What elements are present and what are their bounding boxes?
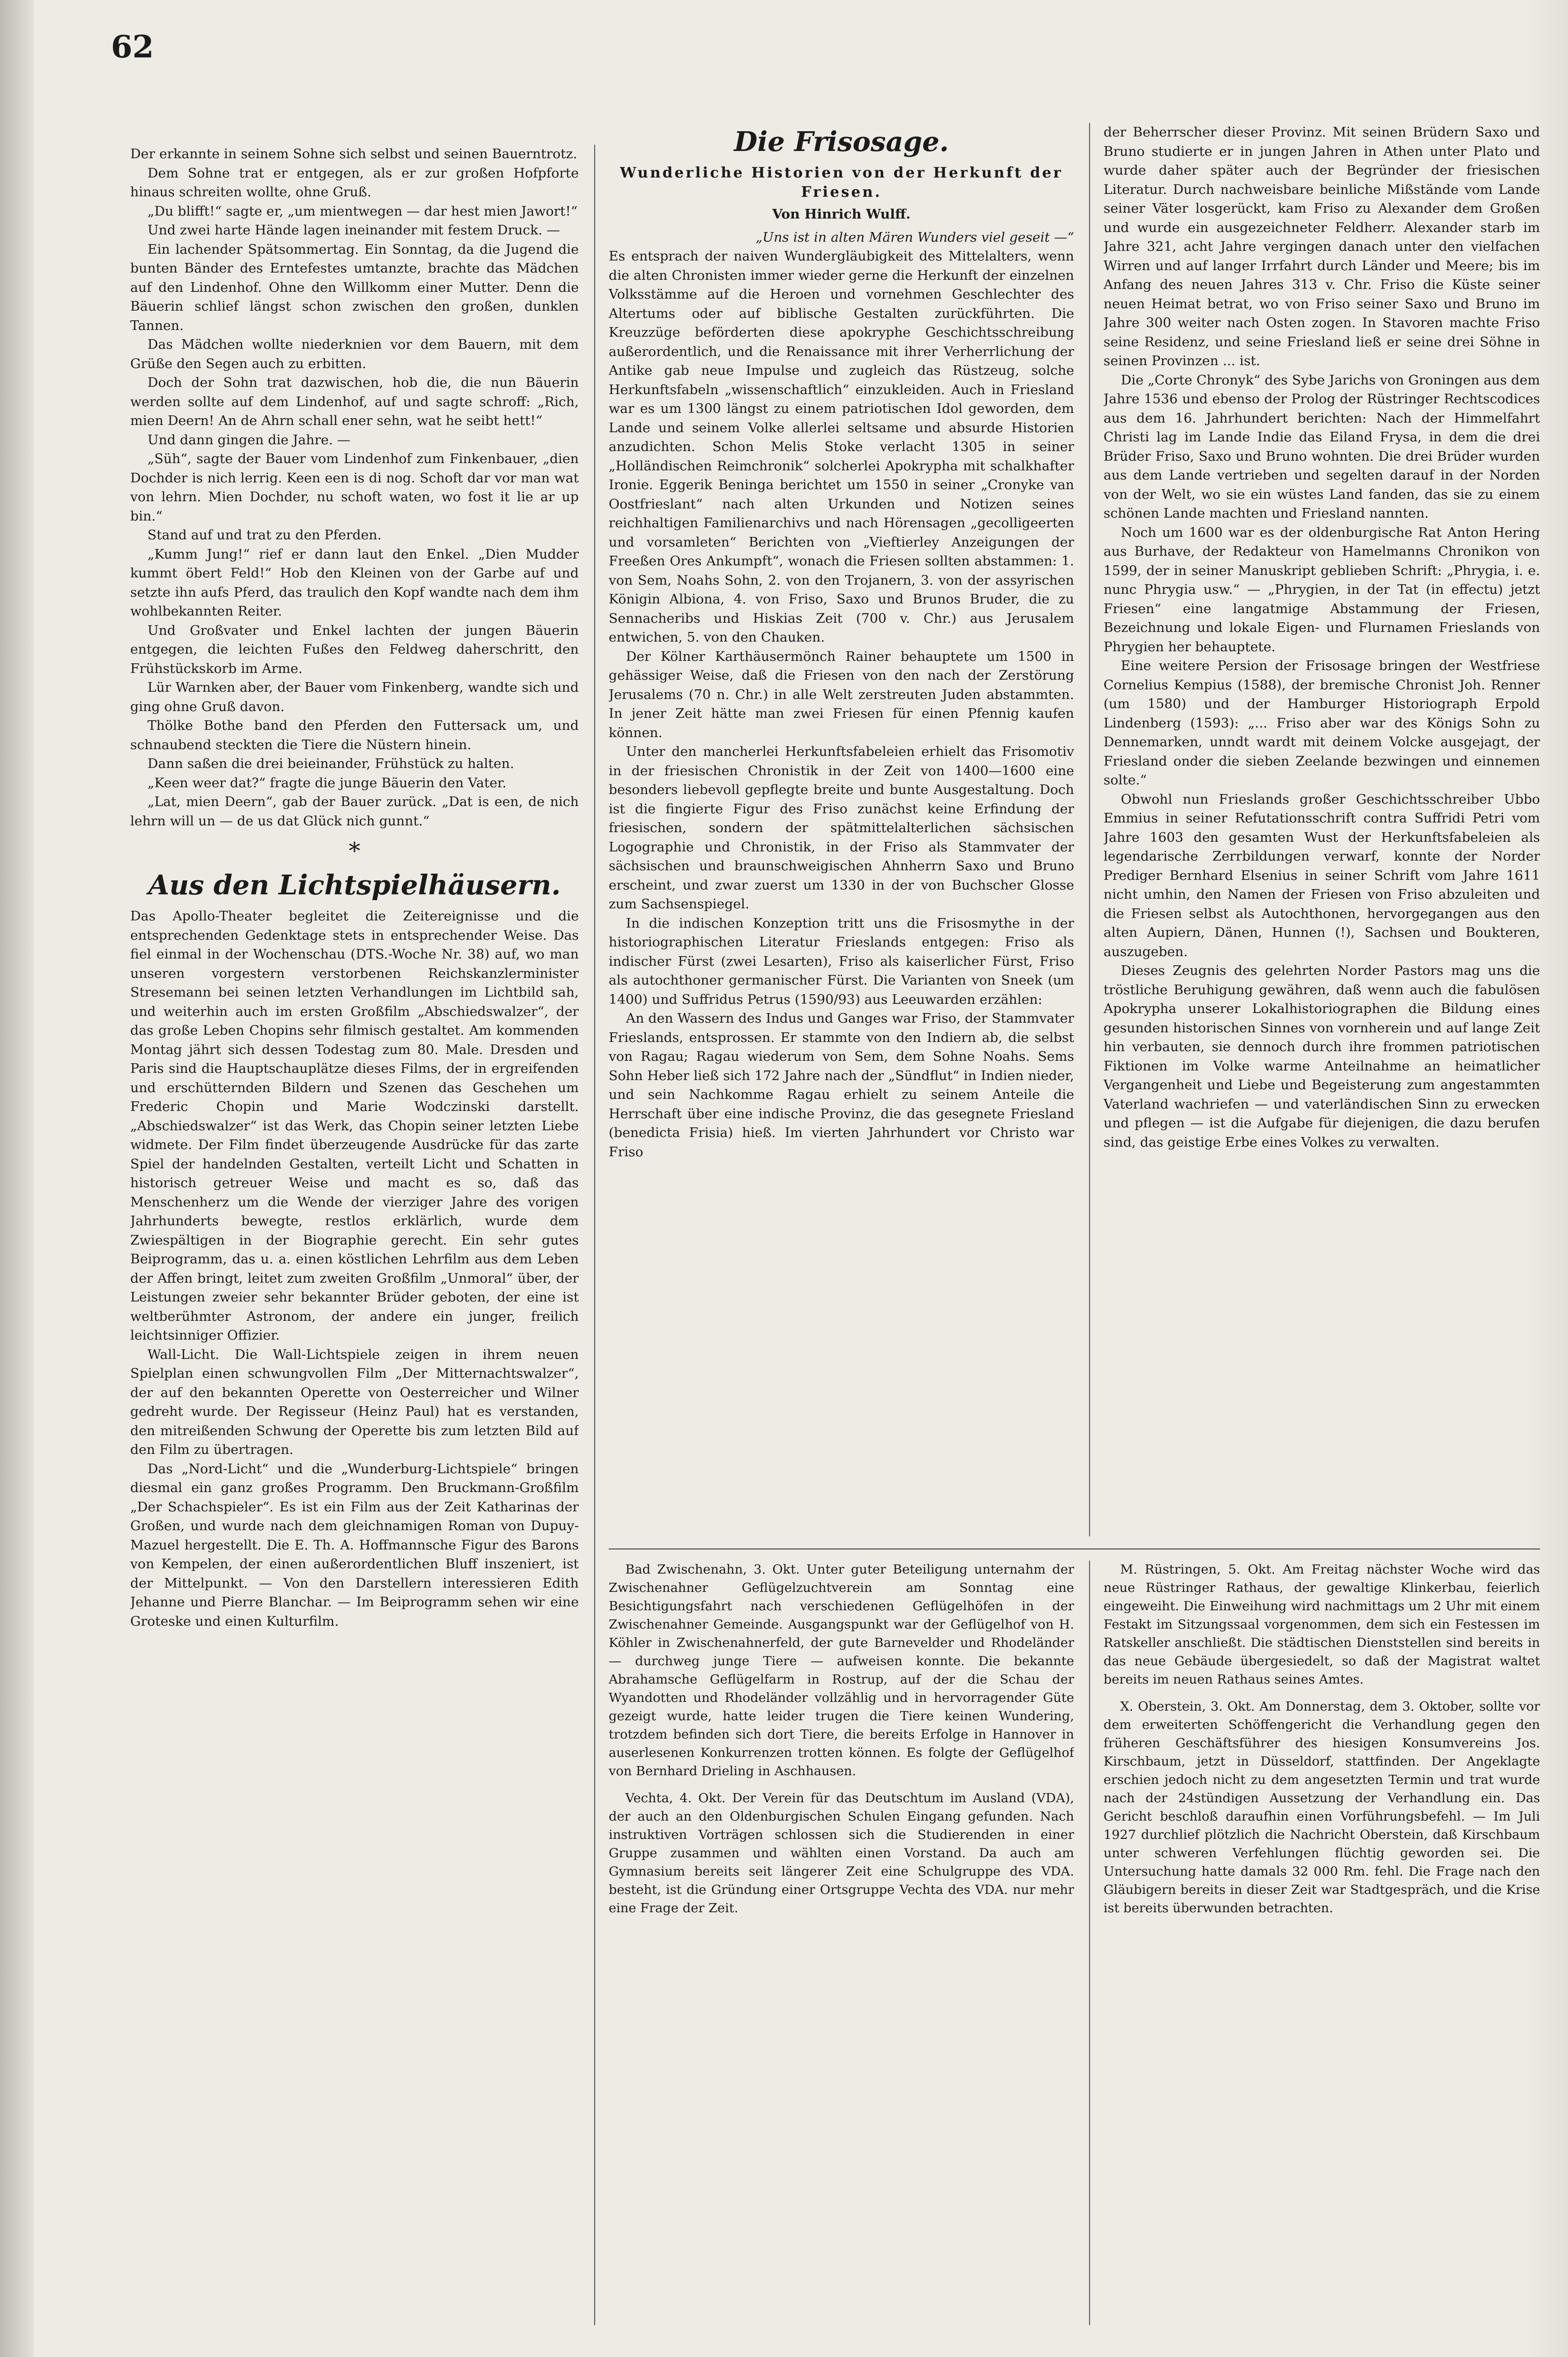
paragraph: Und Großvater und Enkel lachten der jungen Bäuerin entgegen, die leichten Fußes den Feldweg daherschritt, den Frühstückskorb im Arme.	[130, 622, 579, 676]
section-rule	[609, 1548, 1540, 1549]
local-news-right	[1104, 1561, 1540, 2325]
paragraph: Eine weitere Persion der Frisosage bringen der Westfriese Cornelius Kempius (1588), der bremische Chronist Joh. Renner (um 1580) und der Hamburger Historiograph Erpold Lindenberg (1593): „... Friso aber war des Königs Sohn zu Dennemarken, unndt wardt mit deinem Volcke ausgejagt, der Friesland onder die sieben Zeelande bezwingen und einnemen solte.“	[1104, 658, 1540, 788]
paragraph: Lür Warnken aber, der Bauer vom Finkenberg, wandte sich und ging ohne Gruß davon.	[130, 680, 579, 714]
paragraph: „Kumm Jung!“ rief er dann laut den Enkel. „Dien Mudder kummt öbert Feld!“ Hob den Kleinen von der Garbe auf und setzte ihn aufs Pferd, das traulich den Kopf wandte nach dem ihm wohlbekannten Reiter.	[130, 546, 579, 619]
column-rule	[594, 145, 595, 2325]
paragraph: In die indischen Konzeption tritt uns die Frisosmythe in der historiographischen Literatur Frieslands entgegen: Friso als indischer Fürst (zwei Lesarten), Friso als kaiserlicher Fürst, Friso als autochthoner germanischer Fürst. Die Varianten von Sneek (um 1400) und Suffridus Petrus (1590/93) aus Leeuwarden erzählen:	[609, 915, 1074, 1007]
book-binding-shadow	[0, 0, 34, 2357]
paragraph: Dieses Zeugnis des gelehrten Norder Pastors mag uns die tröstliche Beruhigung gewähren, daß wenn auch die fabulösen Apokrypha unserer Lokalhistoriographen die Bildung eines gesunden historischen Sinnes von vornherein und auf lange Zeit hin verbauten, sie dennoch durch ihre frommen patriotischen Fiktionen im Volke warme Anteilnahme an heimatlicher Vergangenheit und Liebe und Begeisterung zum angestammten Vaterland wachriefen — und vaterländischen Sinn zu erwecken und pflegen — ist die Aufgabe für diejenigen, die dazu berufen sind, das geistige Erbe eines Volkes zu verwalten.	[1104, 963, 1540, 1150]
paragraph: Das „Nord-Licht“ und die „Wunderburg-Lichtspiele“ bringen diesmal ein ganz großes Programm. Den Bruckmann-Großfilm „Der Schachspieler“. Es ist ein Film aus der Zeit Katharinas der Großen, und wurde nach dem gleichnamigen Roman von Dupuy-Mazuel hergestellt. Die E. Th. A. Hoffmannsche Figur des Barons von Kempelen, der einen außerordentlichen Bluff inszeniert, ist der Mittelpunkt. — Von den Darstellern interessieren Edith Jehanne und Pierre Blanchar. — Im Beiprogramm sehen wir eine Groteske und einen Kulturfilm.	[130, 1461, 579, 1629]
paragraph: Das Mädchen wollte niederknien vor dem Bauern, mit dem Grüße den Segen auch zu erbitten.	[130, 337, 579, 371]
paragraph: der Beherrscher dieser Provinz. Mit seinen Brüdern Saxo und Bruno studierte er in jungen Jahren in Athen unter Plato und wurde daher später auch der Begründer der friesischen Literatur. Durch nachweisbare beinliche Mißstände vom Lande seiner Väter losgerückt, kam Friso zu Alexander dem Großen und wurde ein ausgezeichneter Feldherr. Alexander starb im Jahre 321, acht Jahre vergingen danach unter den vielfachen Wirren und auf langer Irrfahrt durch Länder und Meere; bis im Anfang des neuen Jahres 313 v. Chr. Friso die Küste seiner neuen Heimat betrat, wo von Friso seiner Saxo und Bruno im Jahre 300 weiter nach Osten zogen. In Stavoren machte Friso seine Residenz, und seine Friesland ließ er seine drei Söhne in seinen Provinzen ... ist.	[1104, 124, 1540, 369]
local-news-left	[609, 1561, 1074, 2325]
article-body	[609, 247, 1074, 1162]
paragraph: Noch um 1600 war es der oldenburgische Rat Anton Hering aus Burhave, der Redakteur von Hamelmanns Chronikon von 1599, der in seiner Manuskript geblieben Schrift: „Phrygia, i. e. nunc Phrygia usw.“ — „Phrygien, in der Tat (in effectu) jetzt Friesen“ eine langatmige Abstammung der Friesen, Bezeichnung und lokale Eigen- und Flurnamen Frieslands von Phrygien her behauptete.	[1104, 524, 1540, 655]
paragraph: Unter den mancherlei Herkunftsfabeleien erhielt das Frisomotiv in der friesischen Chronistik in der Zeit von 1400—1600 eine besonders liebevoll gepflegte breite und bunte Ausgestaltung. Doch ist die fingierte Figur des Friso zunächst keine Erfindung der friesischen, sondern der spätmittelalterlichen sächsischen Logographie und Chronistik, in der Friso als Stammvater der sächsischen und braunschweigischen Ahnherrn Saxo und Bruno erscheint, und zwar zuerst um 1330 in der von Buchscher Glosse zum Sachsenspiegel.	[609, 744, 1074, 912]
paragraph: Bad Zwischenahn, 3. Okt. Unter guter Beteiligung unternahm der Zwischenahner Geflügelzuchtverein am Sonntag eine Besichtigungsfahrt nach verschiedenen Geflügelhöfen in der Zwischenahner Gemeinde. Ausgangspunkt war der Geflügelhof von H. Köhler in Zwischenahnerfeld, der gute Barnevelder und Rhodeländer — durchweg junge Tiere — aufweisen konnte. Die bekannte Abrahamsche Geflügelfarm in Rostrup, auf der die Schau der Wyandotten und Rhodeländer vollzählig und in hervorragender Güte gezeigt wurde, hatte leider trugen die Tiere keinen Wundering, trotzdem befinden sich dort Tiere, die bereits Erfolge in Hannover in auserlesenen Konkurrenzen trotten können. Es folgte der Geflügelhof von Bernhard Drieling in Aschhausen.	[609, 1562, 1074, 1779]
article-author: Von Hinrich Wulff.	[772, 206, 911, 222]
paragraph: Dem Sohne trat er entgegen, als er zur großen Hofpforte hinaus schreiten wollte, ohne Gruß.	[130, 165, 579, 200]
paragraph: Die „Corte Chronyk“ des Sybe Jarichs von Groningen aus dem Jahre 1536 und ebenso der Prolog der Rüstringer Rechtscodices aus dem 16. Jahrhundert berichten: Nach der Himmelfahrt Christi lag im Lande Indie das Eiland Frysa, in dem die drei Brüder Friso, Saxo und Bruno wohnten. Die drei Brüder wurden aus dem Lande vertrieben und segelten darauf in der Norden von der Welt, wo sie ein wüstes Land fanden, das sie zu einem schönen Lande machten und Friesland nannten.	[1104, 372, 1540, 521]
paragraph: „Du blifft!“ sagte er, „um mientwegen — dar hest mien Jawort!“	[147, 203, 578, 219]
paragraph: Ein lachender Spätsommertag. Ein Sonntag, da die Jugend die bunten Bänder des Erntefestes umtanzte, brachte das Mädchen auf den Lindenhof. Ohne den Willkomm einer Mutter. Denn die Bäuerin schlief längst schon zwischen den großen, dunklen Tannen.	[130, 241, 579, 333]
news-items	[1104, 1561, 1540, 1918]
paragraph: „Lat, mien Deern“, gab der Bauer zurück. „Dat is een, de nich lehrn will un — de us dat Glück nich gunnt.“	[130, 794, 579, 829]
paragraph: „Süh“, sagte der Bauer vom Lindenhof zum Finkenbauer, „dien Dochder is nich lerrig. Keen een is di nog. Schoft dar vor man wat von lehrn. Mien Dochder, nu schoft waten, wo fost it lie ar up bin.“	[130, 451, 579, 524]
column-rule	[1089, 123, 1090, 1536]
column-rule	[1089, 1561, 1090, 2325]
article-body-continued	[1104, 123, 1540, 1152]
paragraph: X. Oberstein, 3. Okt. Am Donnerstag, dem 3. Oktober, sollte vor dem erweiterten Schöffengericht die Verhandlung gegen den früheren Geschäftsführer des hiesigen Konsumvereins Jos. Kirschbaum, jetzt in Düsseldorf, stattfinden. Der Angeklagte erschien jedoch nicht zu dem angesetzten Termin und trat wurde nach der 24stündigen Aussetzung der Verhandlung ein. Das Gericht beschloß daraufhin einen Vorführungsbefehl. — Im Juli 1927 durchlief plötzlich die Nachricht Oberstein, daß Kirschbaum unter schweren Verfehlungen flüchtig geworden sei. Die Untersuchung hatte damals 32 000 Rm. fehl. Die Frage nach den Gläubigern bereits in dieser Zeit war Stadtgespräch, und die Krise ist bereits überwunden betrachten.	[1104, 1699, 1540, 1916]
page-number: 62	[111, 29, 154, 65]
paragraph: Der Kölner Karthäusermönch Rainer behauptete um 1500 in gehässiger Weise, daß die Friesen von den nach der Zerstörung Jerusalems (70 n. Chr.) in alle Welt zerstreuten Juden abstammten. In jener Zeit hätte man zwei Friesen für einen Pfennig kaufen können.	[609, 648, 1074, 740]
story-continuation	[130, 145, 579, 831]
paragraph: Der erkannte in seinem Sohne sich selbst und seinen Bauerntrotz.	[130, 146, 577, 162]
section-star-separator: *	[349, 837, 360, 864]
article-title: Die Frisosage.	[734, 126, 949, 158]
column-frisosage-continued	[1104, 123, 1540, 1536]
news-items	[609, 1561, 1074, 1918]
cinema-reviews	[130, 907, 579, 1631]
paragraph: M. Rüstringen, 5. Okt. Am Freitag nächster Woche wird das neue Rüstringer Rathaus, der gewaltige Klinkerbau, feierlich eingeweiht. Die Einweihung wird nachmittags um 2 Uhr mit einem Festakt im Sitzungssaal vorgenommen, dem sich ein Festessen im Ratskeller anschließt. Die städtischen Dienststellen sind bereits in das neue Gebäude übergesiedelt, so daß der Magistrat waltet bereits im neuen Rathaus seines Amtes.	[1104, 1562, 1540, 1687]
paragraph: Dann saßen die drei beieinander, Frühstück zu halten.	[147, 756, 514, 771]
paragraph: Und zwei harte Hände lagen ineinander mit festem Druck. —	[147, 222, 560, 238]
article-motto: „Uns ist in alten Mären Wunders viel geseit —“	[755, 229, 1074, 245]
paragraph: Thölke Bothe band den Pferden den Futtersack um, und schnaubend steckten die Tiere die Nüstern hinein.	[130, 718, 579, 753]
paragraph: Wall-Licht. Die Wall-Lichtspiele zeigen in ihrem neuen Spielplan einen schwungvollen Film „Der Mitternachtswalzer“, der auf den bekannten Operette von Oesterreicher und Wilner gedreht wurde. Der Regisseur (Heinz Paul) hat es verstanden, den mitreißenden Schwung der Operette bis zum letzten Bild auf den Film zu übertragen.	[130, 1346, 579, 1457]
column-story-and-cinema	[130, 145, 579, 2325]
paragraph: Doch der Sohn trat dazwischen, hob die, die nun Bäuerin werden sollte auf dem Lindenhof, auf und sagte schroff: „Rich, mien Deern! An de Ahrn schall ener sehn, wat he seibt hett!“	[130, 375, 579, 428]
paragraph: Stand auf und trat zu den Pferden.	[147, 527, 382, 543]
article-subtitle: Wunderliche Historien von der Herkunft der Friesen.	[620, 164, 1063, 201]
paragraph: Vechta, 4. Okt. Der Verein für das Deutschtum im Ausland (VDA), der auch an den Oldenburgischen Schulen Eingang gefunden. Nach instruktiven Vorträgen schlossen sich die Studierenden in einer Gruppe zusammen und wählten einen Vorstand. Da auch am Gymnasium bereits seit längerer Zeit eine Schulgruppe des VDA. besteht, ist die Gründung einer Ortsgruppe Vechta des VDA. nur mehr eine Frage der Zeit.	[609, 1791, 1074, 1916]
paragraph: Das Apollo-Theater begleitet die Zeitereignisse und die entsprechenden Gedenktage stets in entsprechender Weise. Das fiel einmal in der Wochenschau (DTS.-Woche Nr. 38) auf, wo man unseren vorgestern verstorbenen Reichskanzlerminister Stresemann bei seinen letzten Verhandlungen im Lichtbild sah, und weiterhin auch im ersten Großfilm „Abschiedswalzer“, der das große Leben Chopins sehr filmisch gestaltet. Am kommenden Montag jährt sich dessen Todestag zum 80. Male. Dresden und Paris sind die Hauptschauplätze dieses Films, der in ergreifenden und erschütternden Bildern und Szenen das Geschehen um Frederic Chopin und Marie Wodczinski darstellt. „Abschiedswalzer“ ist das Werk, das Chopin seiner letzten Liebe widmete. Der Film findet überzeugende Ausdrücke für das zarte Spiel der handelnden Gestalten, verteilt Licht und Schatten in historisch getreuer Weise und macht es so, daß das Menschenherz um die Wende der vierziger Jahre des vorigen Jahrhunderts bewegte, restlos erklärlich, wurde dem Zwiespältigen in der Biographie gerecht. Ein sehr gutes Beiprogramm, das u. a. einen köstlichen Lehrfilm aus dem Leben der Affen bringt, leitet zum zweiten Großfilm „Unmoral“ über, der Leistungen zweier sehr bekannter Brüder geboten, der eine ist weltberühmter Astronom, der andere ein junger, freilich leichtsinniger Offizier.	[130, 908, 579, 1343]
paragraph: An den Wassern des Indus und Ganges war Friso, der Stammvater Frieslands, entsprossen. Er stammte von den Indiern ab, die selbst von Ragau; Ragau wiederum von Sem, dem Sohne Noahs. Sems Sohn Heber ließ sich 172 Jahre nach der „Sündflut“ in Indien nieder, und sein Nachkomme Ragau erhielt zu seinem Anteile die Herrschaft über eine indische Provinz, die das gesegnete Friesland (benedicta Frisia) hieß. Im vierten Jahrhundert vor Christo war Friso	[609, 1011, 1074, 1160]
cinema-section-title: Aus den Lichtspielhäusern.	[148, 869, 561, 901]
paragraph: Es entsprach der naiven Wundergläubigkeit des Mittelalters, wenn die alten Chronisten immer wieder gerne die Herkunft der einzelnen Volksstämme auf die Heroen und vornehmen Geschlechter des Altertums oder auf biblische Gestalten zurückführten. Die Kreuzzüge beförderten diese apokryphe Geschichtsschreibung außerordentlich, und die Renaissance mit ihrer Verherrlichung der Antike gab neue Impulse und zugleich das Rüstzeug, solche Herkunftsfabeln „wissenschaftlich“ einzukleiden. Auch in Friesland war es um 1300 längst zu einem patriotischen Idol geworden, dem Lande und seinem Volke allerlei seltsame und absurde Historien anzudichten. Schon Melis Stoke verlacht 1305 in seiner „Holländischen Reimchronik“ solcherlei Apokrypha mit schalkhafter Ironie. Eggerik Beninga berichtet um 1550 in seiner „Cronyke van Oostfrieslant“ nach alten Urkunden und Notizen seines reichhaltigen Familienarchivs und nach Hörensagen „gecolligeerten und vorsamleten“ Berichten von „Vieftierley Anzeigungen der Freeßen Ores Ankumpft“, wonach die Friesen sollten abstammen: 1. von Sem, Noahs Sohn, 2. von den Trojanern, 3. von der assyrischen Königin Albiona, 4. von Friso, Saxo und Brunos Bruder, die zu Sennacheribs und Hiskias Zeit (700 v. Chr.) aus Jerusalem entwichen, 5. von den Chauken.	[609, 248, 1074, 645]
column-frisosage	[609, 123, 1074, 1536]
paragraph: Und dann gingen die Jahre. —	[147, 432, 351, 448]
paragraph: „Keen weer dat?“ fragte die junge Bäuerin den Vater.	[147, 775, 506, 791]
paragraph: Obwohl nun Frieslands großer Geschichtsschreiber Ubbo Emmius in seiner Refutationsschrift contra Suffridi Petri vom Jahre 1603 den gesamten Wust der Herkunftsfabeleien als legendarische Zerrbildungen verwarf, konnte der Norder Prediger Bernhard Elsenius in seiner Schrift vom Jahre 1611 nicht umhin, den Namen der Friesen von Friso abzuleiten und die Friesen selbst als Autochthonen, hervorgegangen aus den alten Aupiern, Dänen, Hunnen (!), Sachsen und Boukteren, auszugeben.	[1104, 791, 1540, 959]
